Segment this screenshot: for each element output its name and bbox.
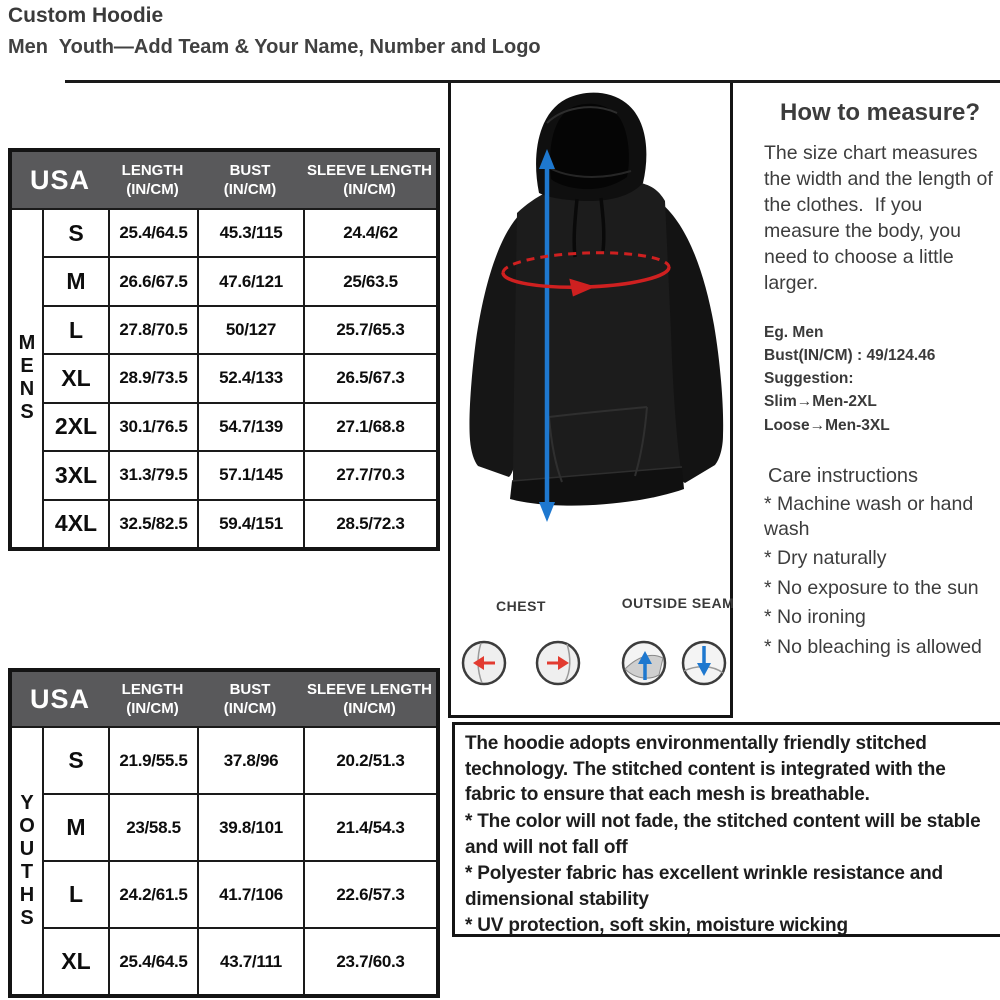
sleeve-cell: 24.4/62 <box>303 208 436 256</box>
column-header-length-unit: (IN/CM) <box>126 700 179 717</box>
how-to-measure-heading: How to measure? <box>780 99 981 126</box>
size-cell: S <box>42 726 108 793</box>
sleeve-cell: 21.4/54.3 <box>303 793 436 860</box>
column-header-sleeve <box>303 672 436 726</box>
sleeve-cell: 22.6/57.3 <box>303 860 436 927</box>
size-cell: XL <box>42 353 108 401</box>
outside-seam-label: OUTSIDE SEAM <box>621 595 735 611</box>
bust-cell: 43.7/111 <box>197 927 303 994</box>
column-header-sleeve-name: SLEEVE LENGTH <box>306 680 433 698</box>
sleeve-cell: 28.5/72.3 <box>303 499 436 547</box>
bust-cell: 47.6/121 <box>197 256 303 304</box>
hoodie-photo <box>451 83 727 623</box>
mens-size-table <box>8 148 440 551</box>
column-header-bust <box>197 672 303 726</box>
bust-cell: 54.7/139 <box>197 402 303 450</box>
column-header-sleeve-unit: (IN/CM) <box>343 700 396 717</box>
column-header-length-name: LENGTH <box>121 680 184 698</box>
column-header-usa: USA <box>12 152 108 208</box>
example-line: Loose→Men-3XL <box>764 416 890 434</box>
care-item: * No bleaching is allowed <box>764 635 982 658</box>
size-cell: M <box>42 256 108 304</box>
column-header-sleeve-unit: (IN/CM) <box>343 181 396 198</box>
size-cell: XL <box>42 927 108 994</box>
sleeve-cell: 20.2/51.3 <box>303 726 436 793</box>
bust-cell: 59.4/151 <box>197 499 303 547</box>
seam-arrow-down-icon <box>683 642 725 684</box>
youths-size-table <box>8 668 440 998</box>
column-header-length-name: LENGTH <box>121 161 184 179</box>
description-line: * UV protection, soft skin, moisture wicking <box>465 915 848 937</box>
length-cell: 25.4/64.5 <box>108 927 197 994</box>
description-line: * Polyester fabric has excellent wrinkle resistance and dimensional stability <box>465 863 943 910</box>
example-line: Suggestion: <box>764 370 854 388</box>
length-cell: 32.5/82.5 <box>108 499 197 547</box>
page-subtitle: Men Youth—Add Team & Your Name, Number and Logo <box>8 36 541 58</box>
sleeve-cell: 25.7/65.3 <box>303 305 436 353</box>
youths-group-label <box>12 726 42 994</box>
length-cell: 27.8/70.5 <box>108 305 197 353</box>
example-line: Slim→Men-2XL <box>764 393 877 411</box>
column-header-sleeve-name: SLEEVE LENGTH <box>306 161 433 179</box>
chest-label: CHEST <box>496 598 546 614</box>
care-item: * Machine wash or hand wash <box>764 492 974 541</box>
measure-intro-text: The size chart measures the width and the length of the clothes. If you measure the body, you need to choose a little larger. <box>764 142 999 294</box>
size-cell: 2XL <box>42 402 108 450</box>
bust-cell: 39.8/101 <box>197 793 303 860</box>
mens-group-label-text: MENS <box>16 332 38 425</box>
column-header-length <box>108 672 197 726</box>
length-cell: 21.9/55.5 <box>108 726 197 793</box>
bust-cell: 52.4/133 <box>197 353 303 401</box>
size-cell: L <box>42 860 108 927</box>
example-line: Eg. Men <box>764 323 824 341</box>
measuring-direction-icons <box>451 623 727 713</box>
length-cell: 31.3/79.5 <box>108 450 197 498</box>
bust-cell: 50/127 <box>197 305 303 353</box>
bust-cell: 37.8/96 <box>197 726 303 793</box>
size-cell: M <box>42 793 108 860</box>
hoodie-photo-panel <box>448 83 733 718</box>
size-cell: 3XL <box>42 450 108 498</box>
chest-arrow-right-icon <box>537 642 579 684</box>
column-header-usa: USA <box>12 672 108 726</box>
care-item: * Dry naturally <box>764 547 887 570</box>
column-header-bust <box>197 152 303 208</box>
length-cell: 25.4/64.5 <box>108 208 197 256</box>
column-header-length-unit: (IN/CM) <box>126 181 179 198</box>
bust-cell: 45.3/115 <box>197 208 303 256</box>
sleeve-cell: 23.7/60.3 <box>303 927 436 994</box>
length-cell: 28.9/73.5 <box>108 353 197 401</box>
care-item: * No exposure to the sun <box>764 576 979 599</box>
care-item: * No ironing <box>764 606 866 629</box>
youths-group-label-text: YOUTHS <box>16 792 38 930</box>
how-to-measure-panel <box>730 83 1000 715</box>
column-header-bust-name: BUST <box>229 161 271 179</box>
size-cell: 4XL <box>42 499 108 547</box>
sleeve-cell: 27.1/68.8 <box>303 402 436 450</box>
sleeve-cell: 25/63.5 <box>303 256 436 304</box>
bust-cell: 57.1/145 <box>197 450 303 498</box>
length-cell: 24.2/61.5 <box>108 860 197 927</box>
sleeve-cell: 26.5/67.3 <box>303 353 436 401</box>
length-cell: 23/58.5 <box>108 793 197 860</box>
mens-group-label <box>12 208 42 547</box>
description-line: The hoodie adopts environmentally friendly stitched technology. The stitched content is integrated with the fabric to ensure that each mesh is breathable. <box>465 733 946 806</box>
sleeve-cell: 27.7/70.3 <box>303 450 436 498</box>
page-title: Custom Hoodie <box>8 4 164 27</box>
description-line: * The color will not fade, the stitched content will be stable and will not fall off <box>465 810 981 858</box>
length-cell: 30.1/76.5 <box>108 402 197 450</box>
column-header-sleeve <box>303 152 436 208</box>
length-cell: 26.6/67.5 <box>108 256 197 304</box>
column-header-bust-name: BUST <box>229 680 271 698</box>
chest-arrow-left-icon <box>463 642 505 684</box>
size-suggestion-example <box>764 321 994 437</box>
product-description-box <box>452 722 1000 937</box>
column-header-bust-unit: (IN/CM) <box>223 181 277 198</box>
column-header-bust-unit: (IN/CM) <box>223 700 277 717</box>
care-instructions-heading: Care instructions <box>768 464 919 487</box>
size-cell: S <box>42 208 108 256</box>
bust-cell: 41.7/106 <box>197 860 303 927</box>
example-line: Bust(IN/CM) : 49/124.46 <box>764 346 936 364</box>
column-header-length <box>108 152 197 208</box>
size-cell: L <box>42 305 108 353</box>
seam-arrow-up-icon <box>623 642 665 684</box>
